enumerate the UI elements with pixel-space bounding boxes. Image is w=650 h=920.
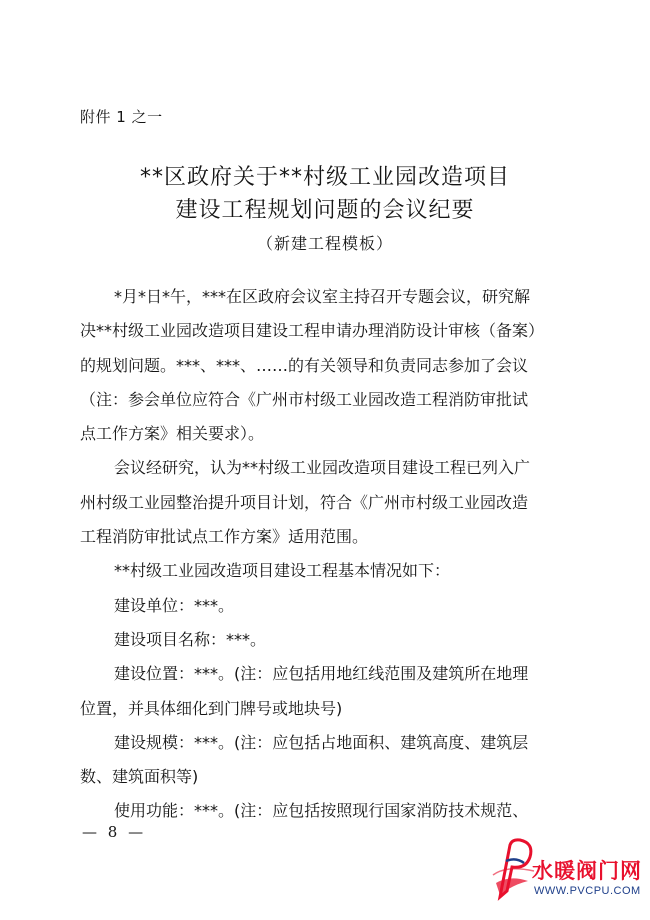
- document-subtitle: （新建工程模板）: [256, 234, 393, 253]
- body-line: 位置，并具体细化到门牌号或地块号): [80, 698, 343, 718]
- body-line: 使用功能：***。(注：应包括按照现行国家消防技术规范、: [114, 801, 529, 821]
- watermark-site-url: WWW.PVCPU.COM: [534, 885, 641, 897]
- body-line: 决**村级工业园改造项目建设工程申请办理消防设计审核（备案）: [80, 321, 545, 341]
- document-body: [80, 280, 580, 829]
- body-line: （注：参会单位应符合《广州市村级工业园改造工程消防审批试: [80, 389, 529, 409]
- body-line: 建设项目名称：***。: [114, 629, 267, 649]
- attachment-label: 附件 1 之一: [80, 108, 163, 126]
- body-line: 建设单位：***。: [114, 595, 235, 615]
- document-title-line-1: **区政府关于**村级工业园改造项目: [139, 165, 510, 190]
- site-watermark: [490, 835, 645, 915]
- body-line: 工程消防审批试点工作方案》适用范围。: [80, 527, 369, 547]
- body-line: *月*日*午，***在区政府会议室主持召开专题会议，研究解: [114, 287, 531, 306]
- body-line: 会议经研究，认为**村级工业园改造项目建设工程已列入广: [114, 458, 531, 478]
- body-line: 州村级工业园整治提升项目计划，符合《广州市村级工业园改造: [80, 492, 529, 512]
- document-title-line-2: 建设工程规划问题的会议纪要: [175, 198, 475, 223]
- body-line: 建设规模：***。(注：应包括占地面积、建筑高度、建筑层: [114, 732, 529, 752]
- body-line: 数、建筑面积等): [80, 767, 199, 787]
- watermark-site-name: 水暖阀门网: [532, 860, 642, 883]
- page-number: — 8 —: [82, 823, 147, 841]
- body-line: 点工作方案》相关要求）。: [80, 424, 265, 444]
- body-line: **村级工业园改造项目建设工程基本情况如下：: [114, 561, 451, 581]
- body-line: 的规划问题。***、***、……的有关领导和负责同志参加了会议: [80, 355, 529, 375]
- watermark-logo-icon: [490, 835, 538, 907]
- body-line: 建设位置：***。(注：应包括用地红线范围及建筑所在地理: [114, 664, 529, 684]
